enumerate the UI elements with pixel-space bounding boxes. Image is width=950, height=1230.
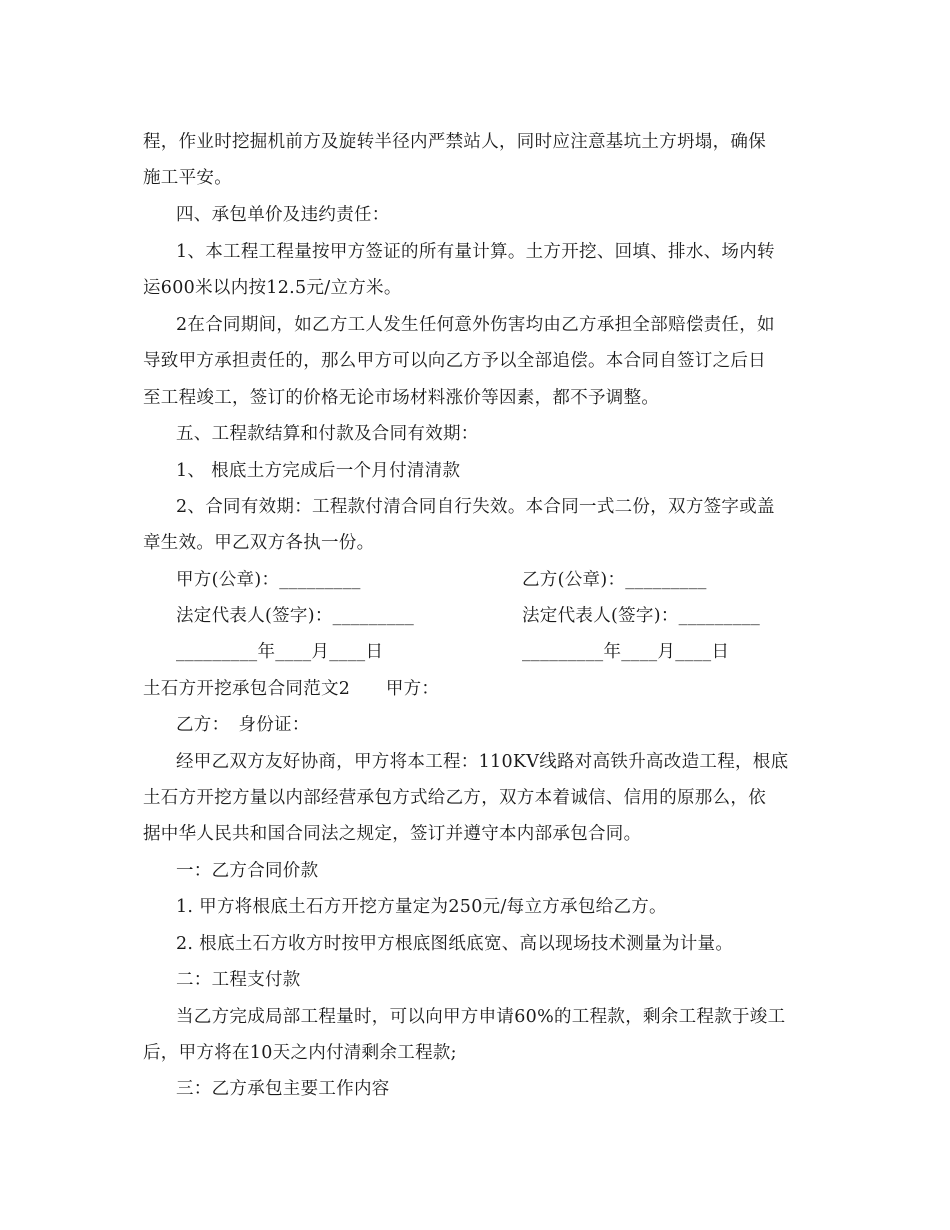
party-b-id-line: 乙方： 身份证：: [176, 715, 310, 735]
paragraph-line: 运600米以内按12.5元/立方米。: [143, 278, 402, 298]
paragraph-line: 后，甲方将在10天之内付清剩余工程款;: [143, 1043, 457, 1063]
paragraph-line: 2在合同期间，如乙方工人发生任何意外伤害均由乙方承担全部赔偿责任，如: [176, 315, 775, 335]
section-heading: 五、工程款结算和付款及合同有效期：: [176, 424, 479, 444]
paragraph-line: 至工程竣工，签订的价格无论市场材料涨价等因素，都不予调整。: [143, 388, 660, 408]
paragraph-line: 1. 甲方将根底土石方开挖方量定为250元/每立方承包给乙方。: [176, 897, 667, 917]
paragraph-line: 经甲乙双方友好协商，甲方将本工程：110KV线路对高铁升高改造工程，根底: [176, 752, 789, 772]
contract-title: 土石方开挖承包合同范文2 甲方：: [143, 679, 440, 699]
paragraph-line: 据中华人民共和国合同法之规定，签订并遵守本内部承包合同。: [143, 824, 642, 844]
section-heading: 三：乙方承包主要工作内容: [176, 1079, 390, 1099]
party-a-seal: 甲方(公章)：_________: [176, 570, 361, 590]
paragraph-line: 1、本工程工程量按甲方签证的所有量计算。土方开挖、回填、排水、场内转: [176, 242, 775, 262]
paragraph-line: 章生效。甲乙双方各执一份。: [143, 533, 375, 553]
paragraph-line: 当乙方完成局部工程量时，可以向甲方申请60%的工程款，剩余工程款于竣工: [176, 1007, 786, 1027]
paragraph-line: 导致甲方承担责任的，那么甲方可以向乙方予以全部追偿。本合同自签订之后日: [143, 351, 766, 371]
party-b-seal: 乙方(公章)：_________: [522, 570, 707, 590]
paragraph-line: 土石方开挖方量以内部经营承包方式给乙方，双方本着诚信、信用的原那么，依: [143, 788, 766, 808]
party-b-date: _________年____月____日: [522, 642, 730, 662]
paragraph-line: 施工平安。: [143, 168, 232, 188]
paragraph-line: 2、合同有效期：工程款付清合同自行失效。本合同一式二份，双方签字或盖: [176, 497, 775, 517]
party-a-representative: 法定代表人(签字)：_________: [176, 606, 415, 626]
paragraph-line: 程，作业时挖掘机前方及旋转半径内严禁站人，同时应注意基坑土方坍塌，确保: [143, 132, 766, 152]
paragraph-line: 1、 根底土方完成后一个月付清清款: [176, 461, 461, 481]
party-a-date: _________年____月____日: [176, 642, 384, 662]
section-heading: 一：乙方合同价款: [176, 861, 319, 881]
party-b-representative: 法定代表人(签字)：_________: [522, 606, 761, 626]
section-heading: 四、承包单价及违约责任：: [176, 205, 390, 225]
paragraph-line: 2. 根底土石方收方时按甲方根底图纸底宽、高以现场技术测量为计量。: [176, 934, 734, 954]
section-heading: 二：工程支付款: [176, 970, 301, 990]
